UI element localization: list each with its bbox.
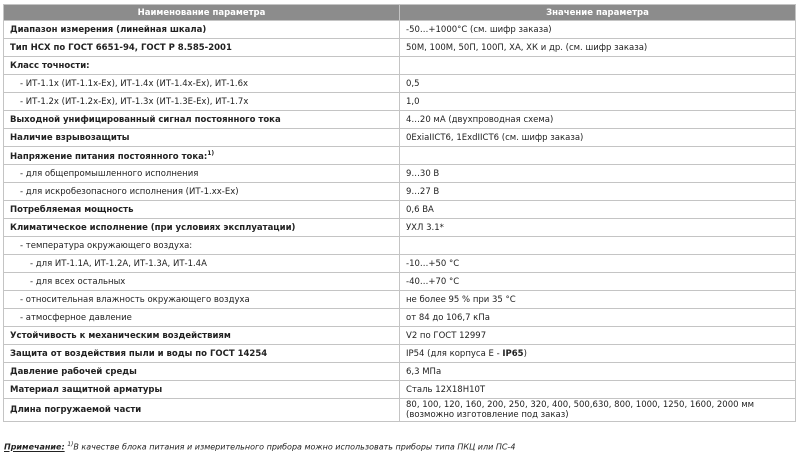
parameter-name-cell xyxy=(4,237,400,255)
parameter-value-cell xyxy=(400,111,796,129)
parameter-name-cell xyxy=(4,273,400,291)
parameter-value: -50…+1000°С (см. шифр заказа) xyxy=(406,24,552,35)
parameter-value-cell xyxy=(400,345,796,363)
parameter-value-cell xyxy=(400,237,796,255)
parameter-value-cell xyxy=(400,219,796,237)
parameter-value-cell xyxy=(400,363,796,381)
parameter-value-cell xyxy=(400,183,796,201)
parameter-value: 6,3 МПа xyxy=(406,366,442,377)
parameters-table xyxy=(3,4,796,422)
parameter-name: Потребляемая мощность xyxy=(10,204,134,215)
parameter-value: 50М, 100М, 50П, 100П, ХА, ХК и др. (см. шифр заказа) xyxy=(406,42,648,53)
parameter-value: 4…20 мА (двухпроводная схема) xyxy=(406,114,554,125)
parameter-name: - температура окружающего воздуха: xyxy=(20,240,193,251)
parameter-name: Напряжение питания постоянного тока: xyxy=(10,151,208,162)
parameter-value: не более 95 % при 35 °С xyxy=(406,294,516,305)
parameter-value-cell xyxy=(400,21,796,39)
table-row xyxy=(4,201,796,219)
parameter-name-cell xyxy=(4,75,400,93)
table-row xyxy=(4,273,796,291)
parameter-value-cell xyxy=(400,57,796,75)
table-row xyxy=(4,129,796,147)
footnote xyxy=(4,441,515,452)
parameter-value: 9…30 В xyxy=(406,168,440,179)
parameter-name: - для искробезопасного исполнения (ИТ-1.хх-Ех) xyxy=(20,186,239,197)
parameter-name-cell xyxy=(4,111,400,129)
parameter-name: - атмосферное давление xyxy=(20,312,132,323)
table-row xyxy=(4,75,796,93)
table-row xyxy=(4,255,796,273)
table-row xyxy=(4,345,796,363)
table-row xyxy=(4,219,796,237)
footnote-label: Примечание: xyxy=(4,442,65,452)
table-row xyxy=(4,39,796,57)
parameter-value-emphasis: IP65 xyxy=(502,348,524,359)
parameter-value: УХЛ 3.1* xyxy=(406,222,444,233)
parameter-name: - для общепромышленного исполнения xyxy=(20,168,199,179)
parameter-name-cell xyxy=(4,93,400,111)
parameter-name: Защита от воздействия пыли и воды по ГОСТ 14254 xyxy=(10,348,268,359)
parameter-name: Климатическое исполнение (при условиях эксплуатации) xyxy=(10,222,296,233)
header-parameter-name: Наименование параметра xyxy=(4,5,400,21)
parameter-name-cell xyxy=(4,255,400,273)
table-row xyxy=(4,93,796,111)
parameter-name: Материал защитной арматуры xyxy=(10,384,163,395)
parameter-name: - для ИТ-1.1А, ИТ-1.2А, ИТ-1.3А, ИТ-1.4А xyxy=(30,258,207,269)
table-row xyxy=(4,237,796,255)
parameter-value-cell xyxy=(400,75,796,93)
parameter-name: - ИТ-1.2х (ИТ-1.2х-Ех), ИТ-1.3х (ИТ-1.3Е-Ех), ИТ-1.7х xyxy=(20,96,249,107)
table-row xyxy=(4,147,796,165)
table-row xyxy=(4,165,796,183)
table-row xyxy=(4,363,796,381)
header-parameter-value: Значение параметра xyxy=(400,5,796,21)
table-row xyxy=(4,327,796,345)
parameter-value: от 84 до 106,7 кПа xyxy=(406,312,490,323)
parameter-value: 9…27 В xyxy=(406,186,440,197)
footnote-marker: 1) xyxy=(67,441,74,448)
parameter-value-cell xyxy=(400,165,796,183)
parameter-value: 80, 100, 120, 160, 200, 250, 320, 400, 500,630, 800, 1000, 1250, 1600, 2000 мм (возможно изготовление под заказ) xyxy=(406,400,755,420)
parameter-name: Длина погружаемой части xyxy=(10,405,142,415)
parameter-name-cell xyxy=(4,57,400,75)
parameter-value: 0,6 ВА xyxy=(406,204,434,215)
parameter-value: -10…+50 °С xyxy=(406,258,460,269)
table-row xyxy=(4,183,796,201)
parameter-value-cell xyxy=(400,39,796,57)
parameter-name-cell xyxy=(4,147,400,165)
table-row xyxy=(4,309,796,327)
parameter-name-cell xyxy=(4,165,400,183)
parameter-name-cell xyxy=(4,183,400,201)
table-body xyxy=(4,21,796,422)
footnote-text: В качестве блока питания и измерительного прибора можно использовать приборы типа ПКЦ или ПС-4 xyxy=(73,442,516,452)
parameter-value: V2 по ГОСТ 12997 xyxy=(406,330,487,341)
parameter-value-cell xyxy=(400,147,796,165)
parameter-value-cell xyxy=(400,273,796,291)
table-row xyxy=(4,399,796,422)
parameter-name-cell xyxy=(4,399,400,422)
parameter-name: - ИТ-1.1х (ИТ-1.1х-Ех), ИТ-1.4х (ИТ-1.4х-Ех), ИТ-1.6х xyxy=(20,78,249,89)
parameter-name-cell xyxy=(4,345,400,363)
parameters-table-wrapper xyxy=(3,4,796,422)
table-row xyxy=(4,21,796,39)
parameter-name: Устойчивость к механическим воздействиям xyxy=(10,330,231,341)
table-header-row xyxy=(4,5,796,21)
parameter-name: - относительная влажность окружающего воздуха xyxy=(20,294,250,305)
parameter-name: Класс точности: xyxy=(10,60,90,71)
parameter-name: Тип НСХ по ГОСТ 6651-94, ГОСТ Р 8.585-2001 xyxy=(10,42,232,53)
parameter-value: 0ExiaIICT6, 1ExdIICT6 (см. шифр заказа) xyxy=(406,132,584,143)
parameter-value: Сталь 12Х18Н10Т xyxy=(406,384,486,395)
footnote-ref: 1) xyxy=(207,150,215,158)
parameter-name-cell xyxy=(4,309,400,327)
parameter-name: Выходной унифицированный сигнал постоянного тока xyxy=(10,114,281,125)
parameter-value-tail: ) xyxy=(523,348,527,359)
parameter-value-cell xyxy=(400,309,796,327)
parameter-name-cell xyxy=(4,129,400,147)
parameter-value: 0,5 xyxy=(406,78,420,89)
table-row xyxy=(4,381,796,399)
parameter-name-cell xyxy=(4,381,400,399)
parameter-name-cell xyxy=(4,21,400,39)
parameter-value: IP54 (для корпуса Е - xyxy=(406,348,503,359)
parameter-value: -40…+70 °С xyxy=(406,276,460,287)
parameter-value-cell xyxy=(400,327,796,345)
table-row xyxy=(4,291,796,309)
parameter-value: 1,0 xyxy=(406,96,420,107)
parameter-value-cell xyxy=(400,291,796,309)
table-row xyxy=(4,111,796,129)
parameter-value-cell xyxy=(400,399,796,422)
parameter-value-cell xyxy=(400,381,796,399)
parameter-name-cell xyxy=(4,201,400,219)
parameter-name-cell xyxy=(4,219,400,237)
parameter-value-cell xyxy=(400,201,796,219)
parameter-value-cell xyxy=(400,93,796,111)
parameter-name-cell xyxy=(4,363,400,381)
parameter-name: Диапазон измерения (линейная шкала) xyxy=(10,24,207,35)
table-row xyxy=(4,57,796,75)
parameter-name: Давление рабочей среды xyxy=(10,366,137,377)
parameter-name: - для всех остальных xyxy=(30,276,126,287)
parameter-name-cell xyxy=(4,327,400,345)
parameter-value-cell xyxy=(400,255,796,273)
parameter-value-cell xyxy=(400,129,796,147)
parameter-name-cell xyxy=(4,39,400,57)
parameter-name: Наличие взрывозащиты xyxy=(10,132,130,143)
parameter-name-cell xyxy=(4,291,400,309)
